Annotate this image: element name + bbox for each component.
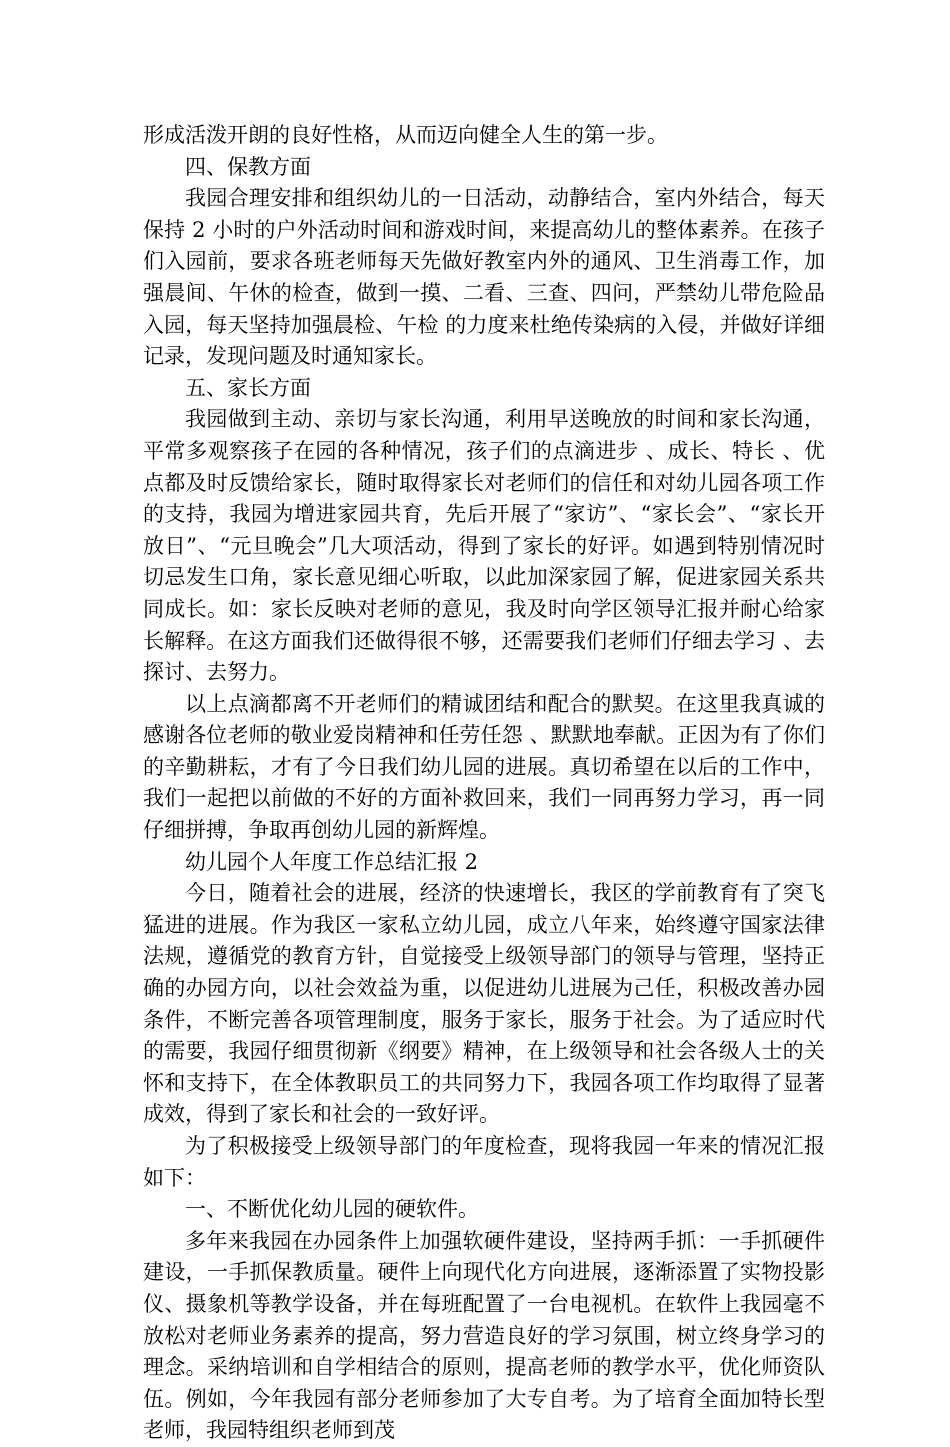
paragraph-continuation: 形成活泼开朗的良好性格，从而迈向健全人生的第一步。: [143, 123, 668, 147]
paragraph-purpose: 为了积极接受上级领导部门的年度检查，现将我园一年来的情况汇报如下：: [143, 1134, 825, 1190]
document-page: [143, 120, 825, 1447]
report-title-2: 幼儿园个人年度工作总结汇报 2: [185, 849, 479, 874]
section-heading-facilities: 一、不断优化幼儿园的硬软件。: [185, 1197, 479, 1222]
paragraph-facilities: 多年来我园在办园条件上加强软硬件建设，坚持两手抓：一手抓硬件建设，一手抓保教质量。硬件上向现代化方向进展，逐渐添置了实物投影仪、摄象机等教学设备，并在每班配置了一台电视机。在软件上我园毫不放松对老师业务素养的提高，努力营造良好的学习氛围，树立终身学习的理念。采纳培训和自学相结合的原则，提高老师的教学水平，优化师资队伍。例如，今年我园有部分老师参加了大专自考。为了培育全面加特长型老师，我园特组织老师到茂: [143, 1228, 825, 1443]
paragraph-thanks: 以上点滴都离不开老师们的精诚团结和配合的默契。在这里我真诚的感谢各位老师的敬业爱岗精神和任劳任怨 、默默地奉献。正因为有了你们的辛勤耕耘，才有了今日我们幼儿园的进展。真切希望在以后的工作中，我们一起把以前做的不好的方面补救回来，我们一同再努力学习，再一同仔细拼搏，争取再创幼儿园的新辉煌。: [143, 691, 825, 843]
paragraph-parents: 我园做到主动、亲切与家长沟通，利用早送晚放的时间和家长沟通，平常多观察孩子在园的各种情况，孩子们的点滴进步 、成长、特长 、优点都及时反馈给家长，随时取得家长对老师们的信任和对幼儿园各项工作的支持，我园为增进家园共育，先后开展了“家访”、“家长会”、“家长开放日”、“元旦晚会”几大项活动，得到了家长的好评。如遇到特别情况时切忌发生口角，家长意见细心听取，以此加深家园了解，促进家园关系共同成长。如：家长反映对老师的意见，我及时向学区领导汇报并耐心给家长解释。在这方面我们还做得很不够，还需要我们老师们仔细去学习 、去探讨、去努力。: [143, 407, 825, 685]
section-heading-childcare: 四、保教方面: [185, 154, 311, 179]
paragraph-intro: 今日，随着社会的进展，经济的快速增长，我区的学前教育有了突飞猛进的进展。作为我区一家私立幼儿园，成立八年来，始终遵守国家法律法规，遵循党的教育方针，自觉接受上级领导部门的领导与管理，坚持正确的办园方向，以社会效益为重，以促进幼儿进展为己任，积极改善办园条件，不断完善各项管理制度，服务于家长，服务于社会。为了适应时代的需要，我园仔细贯彻新《纲要》精神，在上级领导和社会各级人士的关怀和支持下，在全体教职员工的共同努力下，我园各项工作均取得了显著成效，得到了家长和社会的一致好评。: [143, 881, 825, 1127]
paragraph-childcare: 我园合理安排和组织幼儿的一日活动，动静结合，室内外结合，每天保持 2 小时的户外活动时间和游戏时间，来提高幼儿的整体素养。在孩子们入园前，要求各班老师每天先做好教室内外的通风、卫生消毒工作，加强晨间、午休的检查，做到一摸、二看、三查、四问，严禁幼儿带危险品入园，每天坚持加强晨检、午检 的力度来杜绝传染病的入侵，并做好详细记录，发现问题及时通知家长。: [143, 186, 825, 369]
section-heading-parents: 五、家长方面: [185, 375, 311, 400]
